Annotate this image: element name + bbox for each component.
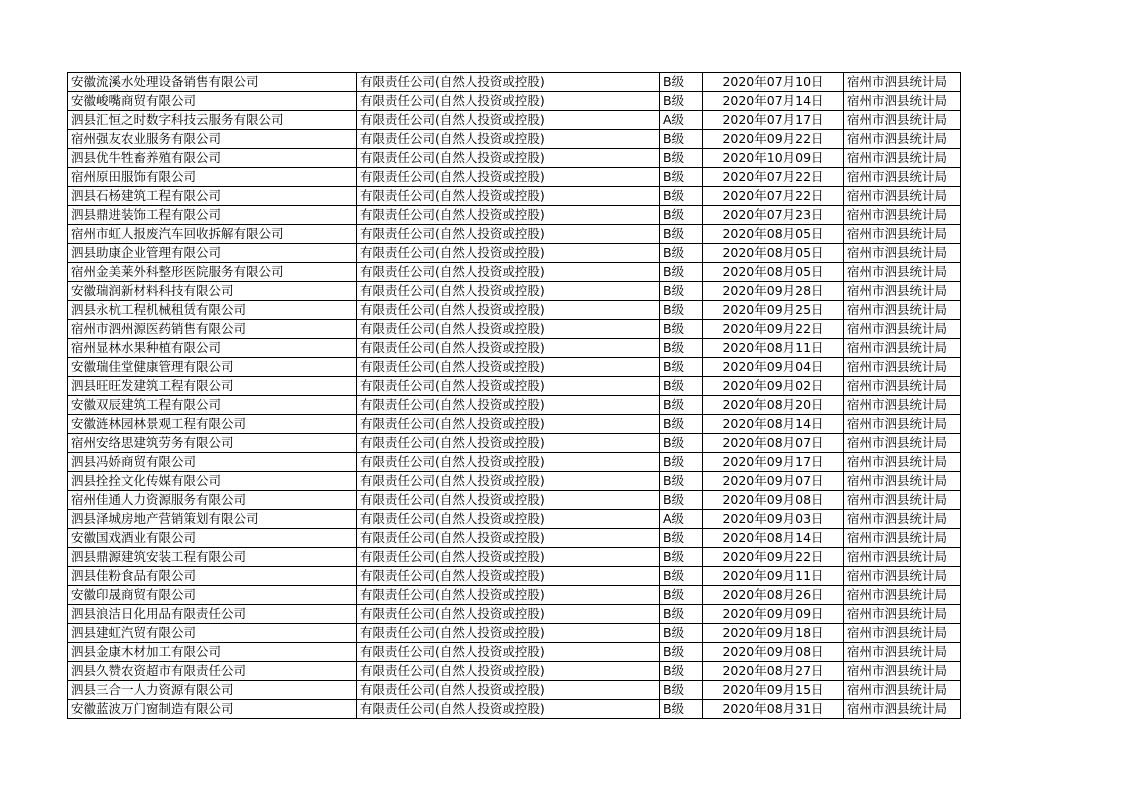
credit-grade-cell: B级 <box>660 92 703 111</box>
rating-date-cell: 2020年09月08日 <box>703 491 844 510</box>
rating-date-cell: 2020年07月10日 <box>703 73 844 92</box>
authority-cell: 宿州市泗县统计局 <box>844 377 961 396</box>
table-row <box>68 301 961 320</box>
credit-grade-cell: B级 <box>660 700 703 719</box>
authority-cell: 宿州市泗县统计局 <box>844 681 961 700</box>
credit-grade-cell: B级 <box>660 548 703 567</box>
authority-cell: 宿州市泗县统计局 <box>844 111 961 130</box>
rating-date-cell: 2020年09月22日 <box>703 320 844 339</box>
company-name-cell: 泗县助康企业管理有限公司 <box>68 244 357 263</box>
credit-grade-cell: B级 <box>660 624 703 643</box>
authority-cell: 宿州市泗县统计局 <box>844 662 961 681</box>
company-type-cell: 有限责任公司(自然人投资或控股) <box>357 434 660 453</box>
company-name-cell: 泗县浪洁日化用品有限责任公司 <box>68 605 357 624</box>
rating-date-cell: 2020年08月14日 <box>703 529 844 548</box>
company-name-cell: 宿州安络思建筑劳务有限公司 <box>68 434 357 453</box>
authority-cell: 宿州市泗县统计局 <box>844 301 961 320</box>
company-type-cell: 有限责任公司(自然人投资或控股) <box>357 453 660 472</box>
table-row <box>68 206 961 225</box>
credit-grade-cell: A级 <box>660 111 703 130</box>
company-type-cell: 有限责任公司(自然人投资或控股) <box>357 681 660 700</box>
company-name-cell: 宿州原田服饰有限公司 <box>68 168 357 187</box>
company-name-cell: 安徽瑞润新材料科技有限公司 <box>68 282 357 301</box>
table-row <box>68 548 961 567</box>
credit-grade-cell: B级 <box>660 415 703 434</box>
rating-date-cell: 2020年08月27日 <box>703 662 844 681</box>
company-type-cell: 有限责任公司(自然人投资或控股) <box>357 491 660 510</box>
table-row <box>68 586 961 605</box>
company-type-cell: 有限责任公司(自然人投资或控股) <box>357 662 660 681</box>
table-row <box>68 92 961 111</box>
company-name-cell: 泗县泽城房地产营销策划有限公司 <box>68 510 357 529</box>
table-row <box>68 263 961 282</box>
rating-date-cell: 2020年08月20日 <box>703 396 844 415</box>
company-type-cell: 有限责任公司(自然人投资或控股) <box>357 130 660 149</box>
authority-cell: 宿州市泗县统计局 <box>844 472 961 491</box>
company-name-cell: 泗县鼎源建筑安装工程有限公司 <box>68 548 357 567</box>
credit-grade-cell: B级 <box>660 529 703 548</box>
table-row <box>68 681 961 700</box>
credit-grade-cell: B级 <box>660 244 703 263</box>
company-type-cell: 有限责任公司(自然人投资或控股) <box>357 377 660 396</box>
rating-date-cell: 2020年09月25日 <box>703 301 844 320</box>
company-type-cell: 有限责任公司(自然人投资或控股) <box>357 624 660 643</box>
table-row <box>68 453 961 472</box>
authority-cell: 宿州市泗县统计局 <box>844 187 961 206</box>
table-row <box>68 567 961 586</box>
authority-cell: 宿州市泗县统计局 <box>844 510 961 529</box>
company-name-cell: 安徽蓝波万门窗制造有限公司 <box>68 700 357 719</box>
authority-cell: 宿州市泗县统计局 <box>844 529 961 548</box>
company-type-cell: 有限责任公司(自然人投资或控股) <box>357 244 660 263</box>
credit-grade-cell: B级 <box>660 320 703 339</box>
table-row <box>68 187 961 206</box>
company-name-cell: 安徽国戏酒业有限公司 <box>68 529 357 548</box>
company-type-cell: 有限责任公司(自然人投资或控股) <box>357 548 660 567</box>
table-row <box>68 282 961 301</box>
rating-date-cell: 2020年08月14日 <box>703 415 844 434</box>
rating-date-cell: 2020年09月11日 <box>703 567 844 586</box>
company-name-cell: 宿州显林水果种植有限公司 <box>68 339 357 358</box>
company-type-cell: 有限责任公司(自然人投资或控股) <box>357 301 660 320</box>
rating-date-cell: 2020年07月22日 <box>703 168 844 187</box>
authority-cell: 宿州市泗县统计局 <box>844 491 961 510</box>
rating-date-cell: 2020年09月02日 <box>703 377 844 396</box>
company-type-cell: 有限责任公司(自然人投资或控股) <box>357 168 660 187</box>
company-name-cell: 宿州市虹人报废汽车回收拆解有限公司 <box>68 225 357 244</box>
authority-cell: 宿州市泗县统计局 <box>844 548 961 567</box>
authority-cell: 宿州市泗县统计局 <box>844 282 961 301</box>
credit-grade-cell: B级 <box>660 339 703 358</box>
credit-grade-cell: B级 <box>660 491 703 510</box>
company-name-cell: 安徽瑞佳堂健康管理有限公司 <box>68 358 357 377</box>
company-name-cell: 宿州强友农业服务有限公司 <box>68 130 357 149</box>
company-name-cell: 泗县永杭工程机械租赁有限公司 <box>68 301 357 320</box>
table-row <box>68 491 961 510</box>
rating-date-cell: 2020年09月08日 <box>703 643 844 662</box>
company-type-cell: 有限责任公司(自然人投资或控股) <box>357 700 660 719</box>
authority-cell: 宿州市泗县统计局 <box>844 586 961 605</box>
company-type-cell: 有限责任公司(自然人投资或控股) <box>357 605 660 624</box>
company-name-cell: 泗县鼎进装饰工程有限公司 <box>68 206 357 225</box>
authority-cell: 宿州市泗县统计局 <box>844 396 961 415</box>
rating-date-cell: 2020年09月04日 <box>703 358 844 377</box>
table-row <box>68 358 961 377</box>
authority-cell: 宿州市泗县统计局 <box>844 263 961 282</box>
company-type-cell: 有限责任公司(自然人投资或控股) <box>357 73 660 92</box>
company-name-cell: 泗县三合一人力资源有限公司 <box>68 681 357 700</box>
credit-grade-cell: B级 <box>660 206 703 225</box>
authority-cell: 宿州市泗县统计局 <box>844 358 961 377</box>
table-row <box>68 339 961 358</box>
table-row <box>68 472 961 491</box>
company-name-cell: 泗县汇恒之时数字科技云服务有限公司 <box>68 111 357 130</box>
table-row <box>68 377 961 396</box>
table-row <box>68 605 961 624</box>
authority-cell: 宿州市泗县统计局 <box>844 415 961 434</box>
authority-cell: 宿州市泗县统计局 <box>844 643 961 662</box>
table-row <box>68 225 961 244</box>
credit-grade-cell: B级 <box>660 396 703 415</box>
rating-date-cell: 2020年08月07日 <box>703 434 844 453</box>
company-name-cell: 泗县优牛牲畜养殖有限公司 <box>68 149 357 168</box>
company-name-cell: 宿州市泗州源医药销售有限公司 <box>68 320 357 339</box>
rating-date-cell: 2020年08月05日 <box>703 244 844 263</box>
credit-grade-cell: B级 <box>660 586 703 605</box>
company-name-cell: 泗县建虹汽贸有限公司 <box>68 624 357 643</box>
company-type-cell: 有限责任公司(自然人投资或控股) <box>357 339 660 358</box>
company-type-cell: 有限责任公司(自然人投资或控股) <box>357 320 660 339</box>
rating-date-cell: 2020年08月05日 <box>703 225 844 244</box>
rating-date-cell: 2020年08月31日 <box>703 700 844 719</box>
rating-date-cell: 2020年09月17日 <box>703 453 844 472</box>
company-name-cell: 泗县佳粉食品有限公司 <box>68 567 357 586</box>
table-row <box>68 415 961 434</box>
company-type-cell: 有限责任公司(自然人投资或控股) <box>357 225 660 244</box>
rating-date-cell: 2020年09月18日 <box>703 624 844 643</box>
company-name-cell: 宿州金美莱外科整形医院服务有限公司 <box>68 263 357 282</box>
company-name-cell: 宿州佳通人力资源服务有限公司 <box>68 491 357 510</box>
company-name-cell: 泗县金康木材加工有限公司 <box>68 643 357 662</box>
rating-date-cell: 2020年09月15日 <box>703 681 844 700</box>
company-type-cell: 有限责任公司(自然人投资或控股) <box>357 567 660 586</box>
credit-grade-cell: A级 <box>660 510 703 529</box>
company-type-cell: 有限责任公司(自然人投资或控股) <box>357 529 660 548</box>
company-type-cell: 有限责任公司(自然人投资或控股) <box>357 643 660 662</box>
credit-grade-cell: B级 <box>660 149 703 168</box>
company-type-cell: 有限责任公司(自然人投资或控股) <box>357 358 660 377</box>
credit-grade-cell: B级 <box>660 434 703 453</box>
credit-grade-cell: B级 <box>660 301 703 320</box>
authority-cell: 宿州市泗县统计局 <box>844 700 961 719</box>
authority-cell: 宿州市泗县统计局 <box>844 339 961 358</box>
rating-date-cell: 2020年08月11日 <box>703 339 844 358</box>
table-row <box>68 149 961 168</box>
rating-date-cell: 2020年07月22日 <box>703 187 844 206</box>
rating-date-cell: 2020年07月23日 <box>703 206 844 225</box>
credit-grade-cell: B级 <box>660 187 703 206</box>
company-type-cell: 有限责任公司(自然人投资或控股) <box>357 111 660 130</box>
credit-grade-cell: B级 <box>660 377 703 396</box>
company-name-cell: 安徽双辰建筑工程有限公司 <box>68 396 357 415</box>
table-row <box>68 529 961 548</box>
authority-cell: 宿州市泗县统计局 <box>844 624 961 643</box>
table-row <box>68 111 961 130</box>
company-name-cell: 泗县久赞农资超市有限责任公司 <box>68 662 357 681</box>
rating-date-cell: 2020年10月09日 <box>703 149 844 168</box>
credit-grade-cell: B级 <box>660 453 703 472</box>
table-row <box>68 510 961 529</box>
authority-cell: 宿州市泗县统计局 <box>844 206 961 225</box>
company-name-cell: 泗县石杨建筑工程有限公司 <box>68 187 357 206</box>
company-type-cell: 有限责任公司(自然人投资或控股) <box>357 396 660 415</box>
authority-cell: 宿州市泗县统计局 <box>844 244 961 263</box>
table-row <box>68 643 961 662</box>
rating-date-cell: 2020年09月03日 <box>703 510 844 529</box>
table-row <box>68 73 961 92</box>
authority-cell: 宿州市泗县统计局 <box>844 320 961 339</box>
credit-grade-cell: B级 <box>660 168 703 187</box>
company-type-cell: 有限责任公司(自然人投资或控股) <box>357 510 660 529</box>
table-row <box>68 244 961 263</box>
credit-grade-cell: B级 <box>660 358 703 377</box>
table-row <box>68 396 961 415</box>
rating-date-cell: 2020年08月05日 <box>703 263 844 282</box>
company-name-cell: 泗县旺旺发建筑工程有限公司 <box>68 377 357 396</box>
credit-grade-cell: B级 <box>660 130 703 149</box>
credit-grade-cell: B级 <box>660 282 703 301</box>
rating-date-cell: 2020年09月22日 <box>703 548 844 567</box>
rating-date-cell: 2020年07月17日 <box>703 111 844 130</box>
company-type-cell: 有限责任公司(自然人投资或控股) <box>357 92 660 111</box>
rating-date-cell: 2020年09月09日 <box>703 605 844 624</box>
company-name-cell: 安徽印晟商贸有限公司 <box>68 586 357 605</box>
company-type-cell: 有限责任公司(自然人投资或控股) <box>357 149 660 168</box>
credit-grade-cell: B级 <box>660 472 703 491</box>
table-body <box>68 73 961 719</box>
company-type-cell: 有限责任公司(自然人投资或控股) <box>357 415 660 434</box>
company-name-cell: 安徽流溪水处理设备销售有限公司 <box>68 73 357 92</box>
credit-grade-cell: B级 <box>660 643 703 662</box>
company-type-cell: 有限责任公司(自然人投资或控股) <box>357 263 660 282</box>
credit-grade-cell: B级 <box>660 567 703 586</box>
table-row <box>68 434 961 453</box>
rating-date-cell: 2020年09月22日 <box>703 130 844 149</box>
authority-cell: 宿州市泗县统计局 <box>844 434 961 453</box>
company-type-cell: 有限责任公司(自然人投资或控股) <box>357 472 660 491</box>
table-row <box>68 700 961 719</box>
company-type-cell: 有限责任公司(自然人投资或控股) <box>357 282 660 301</box>
company-name-cell: 安徽涟林园林景观工程有限公司 <box>68 415 357 434</box>
authority-cell: 宿州市泗县统计局 <box>844 149 961 168</box>
credit-grade-cell: B级 <box>660 73 703 92</box>
table-row <box>68 624 961 643</box>
rating-date-cell: 2020年09月07日 <box>703 472 844 491</box>
authority-cell: 宿州市泗县统计局 <box>844 605 961 624</box>
company-credit-table <box>67 72 961 719</box>
table-row <box>68 662 961 681</box>
authority-cell: 宿州市泗县统计局 <box>844 168 961 187</box>
company-type-cell: 有限责任公司(自然人投资或控股) <box>357 206 660 225</box>
table-row <box>68 130 961 149</box>
credit-grade-cell: B级 <box>660 263 703 282</box>
authority-cell: 宿州市泗县统计局 <box>844 92 961 111</box>
rating-date-cell: 2020年08月26日 <box>703 586 844 605</box>
authority-cell: 宿州市泗县统计局 <box>844 73 961 92</box>
authority-cell: 宿州市泗县统计局 <box>844 225 961 244</box>
credit-grade-cell: B级 <box>660 605 703 624</box>
rating-date-cell: 2020年09月28日 <box>703 282 844 301</box>
authority-cell: 宿州市泗县统计局 <box>844 453 961 472</box>
company-type-cell: 有限责任公司(自然人投资或控股) <box>357 187 660 206</box>
credit-grade-cell: B级 <box>660 662 703 681</box>
credit-grade-cell: B级 <box>660 225 703 244</box>
table-row <box>68 320 961 339</box>
authority-cell: 宿州市泗县统计局 <box>844 567 961 586</box>
company-name-cell: 泗县拴拴文化传媒有限公司 <box>68 472 357 491</box>
company-type-cell: 有限责任公司(自然人投资或控股) <box>357 586 660 605</box>
company-name-cell: 泗县冯娇商贸有限公司 <box>68 453 357 472</box>
company-name-cell: 安徽峻嘴商贸有限公司 <box>68 92 357 111</box>
rating-date-cell: 2020年07月14日 <box>703 92 844 111</box>
credit-grade-cell: B级 <box>660 681 703 700</box>
authority-cell: 宿州市泗县统计局 <box>844 130 961 149</box>
table-row <box>68 168 961 187</box>
